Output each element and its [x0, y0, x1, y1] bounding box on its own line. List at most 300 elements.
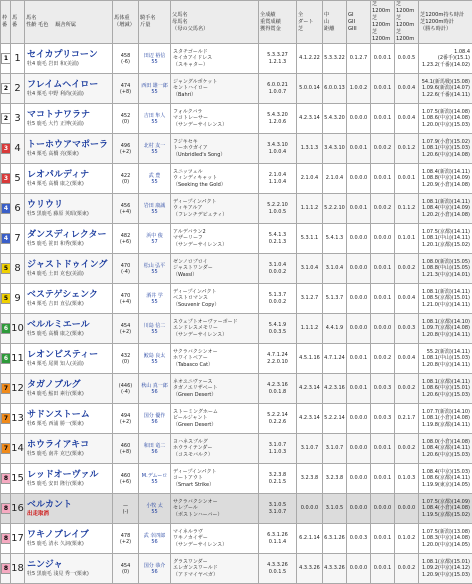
record-course: 0.0.0.0: [297, 505, 322, 512]
weight-cell: [113, 524, 139, 554]
pedigree-cell: [171, 164, 259, 194]
jockey-kinryo: 55: [139, 179, 170, 185]
record-g3: 0.0.0.4: [395, 85, 418, 92]
weight-cell: [113, 434, 139, 464]
jockey-name-link[interactable]: 吉田 隼人: [139, 113, 170, 119]
g3-cell: [395, 524, 419, 554]
broodmare-sire: （サンデーサイレンス）: [173, 542, 258, 549]
course-cell: [297, 554, 323, 584]
record-graded: 0.2.1.3: [259, 239, 296, 246]
horse-info: 出走取消: [27, 511, 112, 518]
jockey-name-link[interactable]: 秋山 真一郎: [139, 383, 170, 389]
horse-row: [1, 434, 472, 464]
best-time-1: 1.08.1(新潟)(14.11): [419, 199, 470, 206]
g1-cell: [347, 134, 371, 164]
horse-name-link[interactable]: マコトナワラナ: [27, 109, 112, 121]
horse-row: [1, 464, 472, 494]
sire-name: アルデバラン2: [173, 229, 258, 236]
weight-diff: (0): [113, 359, 138, 365]
jockey-cell: [139, 194, 171, 224]
horse-name-link[interactable]: レオパルディナ: [27, 169, 112, 181]
g1-cell: [347, 194, 371, 224]
horse-cell: [25, 404, 113, 434]
jockey-kinryo: 56: [139, 569, 170, 575]
best-time-2: (2番手)(15.1): [419, 55, 470, 62]
record-g2: 0.0.0.1: [371, 475, 394, 482]
g3-cell: [395, 434, 419, 464]
record-course: 5.3.1.1: [297, 235, 322, 242]
record-dist: 3.1.0.4: [323, 265, 346, 272]
pedigree-cell: [171, 254, 259, 284]
jockey-name-link[interactable]: M.デムーロ: [139, 473, 170, 479]
dist-cell: [323, 164, 347, 194]
jockey-cell: [139, 404, 171, 434]
g3-cell: [395, 284, 419, 314]
horse-number: 16: [11, 494, 25, 524]
jockey-name-link[interactable]: 和田 竜二: [139, 443, 170, 449]
dam-name: マザーリーフ: [173, 235, 258, 242]
record-dist: 3.4.3.10: [323, 145, 346, 152]
career-cell: [259, 524, 297, 554]
broodmare-sire: （サンデーサイレンス）: [173, 242, 258, 249]
best-time-1: 1.08.1(京都)(14.10): [419, 319, 470, 326]
horse-info: 牡5 鹿毛 笹田 和秀(栗東): [27, 241, 112, 248]
record-g2: 0.0.0.2: [371, 355, 394, 362]
record-all: 3.1.0.5: [259, 502, 296, 509]
dam-name: ワキノカイザー: [173, 535, 258, 542]
best-time-1: 1.07.5(新潟)(14.08): [419, 109, 470, 116]
waku-badge: 8: [1, 563, 11, 574]
broodmare-sire: （Souvenir Copy）: [173, 302, 258, 309]
horse-name-link[interactable]: ベステゲシェンク: [27, 289, 112, 301]
header-weight: 馬体重 （増減）: [113, 1, 139, 44]
course-cell: [297, 74, 323, 104]
pedigree-cell: [171, 494, 259, 524]
jockey-name-link[interactable]: 鮫島 良太: [139, 353, 170, 359]
body-weight: 460: [113, 443, 138, 449]
jockey-kinryo: 57: [139, 239, 170, 245]
course-cell: [297, 284, 323, 314]
waku-badge: 1: [1, 53, 11, 64]
record-g3: 0.0.0.1: [395, 175, 418, 182]
horse-number: 10: [11, 314, 25, 344]
horse-row: [1, 254, 472, 284]
record-all: 4.2.3.16: [259, 382, 296, 389]
record-g1: 0.0.0.1: [347, 355, 370, 362]
dist-cell: [323, 404, 347, 434]
waku-badge: 5: [1, 293, 11, 304]
record-all: 5.2.2.14: [259, 412, 296, 419]
dam-name: エンドレスメモリー: [173, 325, 258, 332]
career-cell: [259, 344, 297, 374]
header-jockey: 騎手名 斤量: [139, 1, 171, 44]
record-g1: 0.0.0.3: [347, 535, 370, 542]
pedigree-cell: [171, 104, 259, 134]
jockey-cell: [139, 134, 171, 164]
weight-cell: [113, 224, 139, 254]
course-cell: [297, 314, 323, 344]
record-g3: 0.0.0.3: [395, 325, 418, 332]
horse-name-link[interactable]: ダンスディレクター: [27, 229, 112, 241]
record-dist: 4.3.3.26: [323, 565, 346, 572]
sire-name: ディープインパクト: [173, 469, 258, 476]
horse-name-link[interactable]: フレイムヘイロー: [27, 79, 112, 91]
broodmare-sire: （Green Desert）: [173, 392, 258, 399]
jockey-kinryo: 55: [139, 359, 170, 365]
horse-info: 牡5 鹿毛 南井 克巳(栗東): [27, 451, 112, 458]
record-graded: 0.2.1.5: [259, 479, 296, 486]
record-graded: 1.0.0.4: [259, 149, 296, 156]
record-g2: 0.0.0.1: [371, 175, 394, 182]
record-g1: 0.0.0.1: [347, 385, 370, 392]
course-cell: [297, 134, 323, 164]
g2-cell: [371, 224, 395, 254]
broodmare-sire: （サンデーサイレンス）: [173, 332, 258, 339]
g2-cell: [371, 344, 395, 374]
record-g3: 0.0.0.2: [395, 265, 418, 272]
weight-diff: (+8): [113, 449, 138, 455]
horse-name-link[interactable]: レッドオーヴァル: [27, 469, 112, 481]
body-weight: 494: [113, 413, 138, 419]
pedigree-cell: [171, 344, 259, 374]
sire-name: グラスワンダー: [173, 559, 258, 566]
horse-cell: [25, 74, 113, 104]
waku-badge: 4: [1, 233, 11, 244]
sire-name: サクラバクシンオー: [173, 499, 258, 506]
pedigree-cell: [171, 44, 259, 74]
body-weight: 460: [113, 473, 138, 479]
weight-cell: [113, 74, 139, 104]
jockey-name-link[interactable]: 国分 恭介: [139, 563, 170, 569]
jockey-cell: [139, 104, 171, 134]
horse-number: 7: [11, 224, 25, 254]
horse-cell: [25, 254, 113, 284]
dist-cell: [323, 44, 347, 74]
jockey-name-link[interactable]: 川島 信二: [139, 323, 170, 329]
dist-cell: [323, 344, 347, 374]
best-time-1: 1.07.5(京都)(14.11): [419, 229, 470, 236]
g3-cell: [395, 464, 419, 494]
record-dist: 3.1.0.5: [323, 505, 346, 512]
header-pedigree: 父馬名 母馬名 （母の父馬名）: [171, 1, 259, 44]
g2-cell: [371, 314, 395, 344]
dist-cell: [323, 254, 347, 284]
waku-badge: 7: [1, 383, 11, 394]
record-all: 5.4.3.20: [259, 112, 296, 119]
record-graded: 0.0.0.2: [259, 269, 296, 276]
horse-name-link[interactable]: ウリウリ: [27, 199, 112, 211]
record-all: 4.3.3.26: [259, 562, 296, 569]
record-dist: 5.4.3.20: [323, 115, 346, 122]
times-cell: [419, 284, 472, 314]
course-cell: [297, 344, 323, 374]
g2-cell: [371, 74, 395, 104]
jockey-cell: [139, 434, 171, 464]
sire-name: ストーミングホーム: [173, 409, 258, 416]
horse-row: [1, 404, 472, 434]
horse-name-link[interactable]: レオンビスティー: [27, 349, 112, 361]
jockey-cell: [139, 44, 171, 74]
weight-diff: (+4): [113, 299, 138, 305]
record-g3: 0.0.0.2: [395, 565, 418, 572]
record-g3: 0.0.0.4: [395, 295, 418, 302]
best-time-2: 1.08.4(小倉)(14.08): [419, 505, 470, 512]
record-g1: 0.1.2.7: [347, 55, 370, 62]
times-cell: [419, 434, 472, 464]
career-cell: [259, 374, 297, 404]
header-course: 全 ダート 芝: [297, 1, 323, 44]
horse-cell: [25, 104, 113, 134]
record-course: 3.1.0.4: [297, 265, 322, 272]
waku-badge: 7: [1, 443, 11, 454]
waku-cell: [1, 464, 11, 494]
best-time-2: 1.08.1(中京)(15.03): [419, 145, 470, 152]
course-cell: [297, 194, 323, 224]
horse-row: [1, 374, 472, 404]
pedigree-cell: [171, 224, 259, 254]
weight-diff: (+2): [113, 329, 138, 335]
horse-name-link[interactable]: ニンジャ: [27, 559, 112, 571]
g2-cell: [371, 554, 395, 584]
jockey-name-link[interactable]: 小牧 太: [139, 503, 170, 509]
record-graded: 1.0.0.5: [259, 209, 296, 216]
horse-name-link[interactable]: トーホウアマポーラ: [27, 139, 112, 151]
jockey-name-link[interactable]: 国分 優作: [139, 413, 170, 419]
times-cell: [419, 464, 472, 494]
waku-cell: [1, 254, 11, 284]
record-g2: 0.0.0.1: [371, 115, 394, 122]
weight-diff: (0): [113, 119, 138, 125]
career-cell: [259, 164, 297, 194]
horse-row: [1, 554, 472, 584]
dam-name: マコトレーサー: [173, 115, 258, 122]
waku-badge: 4: [1, 203, 11, 214]
times-cell: [419, 554, 472, 584]
weight-cell: [113, 494, 139, 524]
jockey-kinryo: 55: [139, 329, 170, 335]
best-time-1: 1.08.1(京都)(14.11): [419, 379, 470, 386]
career-cell: [259, 104, 297, 134]
best-time-3: 1.20.9(小倉)(14.08): [419, 182, 470, 189]
horse-name-link[interactable]: セイカプリコーン: [27, 49, 112, 61]
jockey-name-link[interactable]: 松山 弘平: [139, 263, 170, 269]
record-g1: 0.0.0.0: [347, 565, 370, 572]
best-time-1: 1.08.0(新潟)(15.05): [419, 259, 470, 266]
dist-cell: [323, 224, 347, 254]
course-cell: [297, 44, 323, 74]
course-cell: [297, 254, 323, 284]
jockey-name-link[interactable]: 北村 友一: [139, 143, 170, 149]
pedigree-cell: [171, 194, 259, 224]
weight-diff: (+2): [113, 149, 138, 155]
sire-name: スタチゴールド: [173, 49, 258, 56]
waku-badge: 8: [1, 473, 11, 484]
times-cell: [419, 374, 472, 404]
broodmare-sire: （Bahri）: [173, 92, 258, 99]
dist-cell: [323, 104, 347, 134]
best-time-3: 1.19.9(東京)(14.05): [419, 482, 470, 489]
career-cell: [259, 74, 297, 104]
horse-name-link[interactable]: タガノブルグ: [27, 379, 112, 391]
waku-cell: [1, 134, 11, 164]
body-weight: (446): [113, 383, 138, 389]
jockey-name-link[interactable]: 武 豊: [139, 173, 170, 179]
best-time-2: 1.08.8(中京)(14.09): [419, 175, 470, 182]
record-all: 6.3.1.26: [259, 532, 296, 539]
g1-cell: [347, 314, 371, 344]
record-g1: 0.0.0.0: [347, 475, 370, 482]
record-all: 4.7.1.24: [259, 352, 296, 359]
record-course: 4.2.3.14: [297, 115, 322, 122]
career-cell: [259, 284, 297, 314]
record-g2: 0.0.0.0: [371, 325, 394, 332]
g3-cell: [395, 104, 419, 134]
weight-diff: (+6): [113, 239, 138, 245]
header-times: 芝1200m 芝1200m 芝1200m: [371, 1, 395, 44]
dist-cell: [323, 434, 347, 464]
header-row: [1, 1, 472, 44]
times-cell: [419, 44, 472, 74]
dist-cell: [323, 524, 347, 554]
record-dist: 5.1.3.7: [323, 295, 346, 302]
weight-diff: (-4): [113, 389, 138, 395]
broodmare-sire: （サンデーサイレンス）: [173, 122, 258, 129]
horse-info: 牡4 栗毛 中野 利尚(美浦): [27, 91, 112, 98]
weight-cell: [113, 314, 139, 344]
best-time-3: 1.22.6(千番)(14.11): [419, 92, 470, 99]
best-time-1: 1.08.4(新潟)(14.11): [419, 169, 470, 176]
horse-info: 牡4 栗毛 高橋 亮(栗東): [27, 151, 112, 158]
waku-badge: 3: [1, 143, 11, 154]
g3-cell: [395, 224, 419, 254]
horse-name-link[interactable]: ベルカント: [27, 499, 112, 511]
record-g3: 0.1.0.3: [395, 475, 418, 482]
horse-name-link[interactable]: サドンストーム: [27, 409, 112, 421]
horse-cell: [25, 284, 113, 314]
horse-name-link[interactable]: ワキノブレイブ: [27, 529, 112, 541]
career-cell: [259, 434, 297, 464]
record-course: 1.3.1.3: [297, 145, 322, 152]
jockey-cell: [139, 524, 171, 554]
g2-cell: [371, 164, 395, 194]
course-cell: [297, 164, 323, 194]
best-time-3: 1.20.2(小倉)(14.08): [419, 212, 470, 219]
dam-name: コートアウト: [173, 475, 258, 482]
g3-cell: [395, 494, 419, 524]
record-g1: 0.0.0.0: [347, 175, 370, 182]
g3-cell: [395, 164, 419, 194]
g3-cell: [395, 314, 419, 344]
g1-cell: [347, 284, 371, 314]
best-time-2: 1.08.6(京都)(14.11): [419, 475, 470, 482]
body-weight: 454: [113, 563, 138, 569]
record-g1: 0.0.0.1: [347, 145, 370, 152]
broodmare-sire: （Smart Strike）: [173, 482, 258, 489]
g1-cell: [347, 104, 371, 134]
horse-name-link[interactable]: ジャストドゥイング: [27, 259, 112, 271]
g1-cell: [347, 434, 371, 464]
record-g3: 0.0.0.4: [395, 355, 418, 362]
record-g1: 0.0.0.0: [347, 505, 370, 512]
course-cell: [297, 404, 323, 434]
jockey-name-link[interactable]: 岩田 康誠: [139, 203, 170, 209]
weight-cell: [113, 464, 139, 494]
jockey-name-link[interactable]: 武 幸四郎: [139, 533, 170, 539]
horse-info: 牡5 黒鹿毛 浅見 秀一(栗東): [27, 571, 112, 578]
horse-name-link[interactable]: ホウライアキコ: [27, 439, 112, 451]
jockey-name-link[interactable]: 田辺 裕信: [139, 53, 170, 59]
times-cell: [419, 404, 472, 434]
jockey-cell: [139, 314, 171, 344]
jockey-name-link[interactable]: 酒井 学: [139, 293, 170, 299]
pedigree-cell: [171, 284, 259, 314]
times-cell: [419, 524, 472, 554]
record-graded: 0.2.2.6: [259, 419, 296, 426]
sire-name: ディープインパクト: [173, 289, 258, 296]
record-g1: 0.0.0.0: [347, 295, 370, 302]
weight-cell: [113, 134, 139, 164]
g2-cell: [371, 254, 395, 284]
times-cell: [419, 344, 472, 374]
record-g3: 0.0.0.5: [395, 55, 418, 62]
record-graded: 1.2.0.6: [259, 119, 296, 126]
best-time-1: 1.08.1(京都)(15.01): [419, 559, 470, 566]
best-time-3: 1.21.3(中京)(14.01): [419, 272, 470, 279]
career-cell: [259, 554, 297, 584]
waku-cell: [1, 104, 11, 134]
weight-cell: [113, 104, 139, 134]
jockey-name-link[interactable]: 浜中 俊: [139, 233, 170, 239]
record-g2: 0.0.0.2: [371, 205, 394, 212]
horse-row: [1, 524, 472, 554]
horse-number: 15: [11, 464, 25, 494]
weight-diff: (0): [113, 569, 138, 575]
record-all: 3.1.0.7: [259, 442, 296, 449]
pedigree-cell: [171, 434, 259, 464]
best-time-1: 1.08.1(新潟)(14.11): [419, 289, 470, 296]
horse-cell: [25, 314, 113, 344]
jockey-cell: [139, 224, 171, 254]
jockey-kinryo: 55: [139, 479, 170, 485]
best-time-3: 1.20.0(中京)(15.03): [419, 122, 470, 129]
dam-name: トーホウガイア: [173, 145, 258, 152]
pedigree-cell: [171, 464, 259, 494]
record-all: 5.3.3.27: [259, 52, 296, 59]
horse-name-link[interactable]: ベルルミエール: [27, 319, 112, 331]
dist-cell: [323, 374, 347, 404]
g3-cell: [395, 44, 419, 74]
record-g3: 0.2.1.7: [395, 415, 418, 422]
horse-cell: [25, 194, 113, 224]
weight-cell: [113, 194, 139, 224]
jockey-name-link[interactable]: 西田 雄一郎: [139, 83, 170, 89]
jockey-kinryo: 56: [139, 449, 170, 455]
jockey-kinryo: 56: [139, 389, 170, 395]
horse-info: 牡5 鹿毛 安田 隆行(栗東): [27, 481, 112, 488]
best-time-2: 1.09.6(新潟)(14.07): [419, 85, 470, 92]
record-graded: 0.1.1.4: [259, 539, 296, 546]
best-time-3: 1.19.5(京都)(15.02): [419, 512, 470, 519]
jockey-cell: [139, 164, 171, 194]
times-cell: [419, 164, 472, 194]
record-all: 5.2.2.10: [259, 202, 296, 209]
waku-cell: [1, 314, 11, 344]
dist-cell: [323, 134, 347, 164]
waku-badge: 8: [1, 503, 11, 514]
waku-badge: 7: [1, 413, 11, 424]
g3-cell: [395, 554, 419, 584]
body-weight: 482: [113, 233, 138, 239]
